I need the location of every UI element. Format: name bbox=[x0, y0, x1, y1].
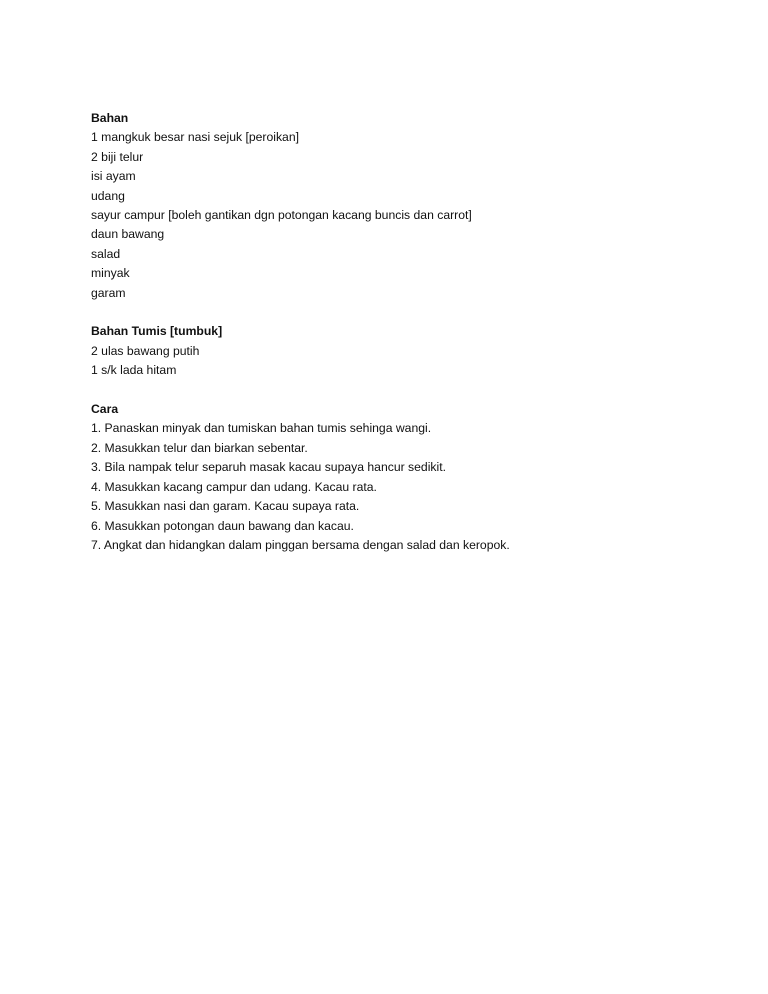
list-item: 2 biji telur bbox=[91, 149, 144, 164]
list-item: salad bbox=[91, 246, 121, 261]
section-heading: Cara bbox=[91, 402, 119, 417]
list-item: 1 mangkuk besar nasi sejuk [peroikan] bbox=[91, 130, 299, 145]
ingredient-list bbox=[91, 342, 731, 381]
step-item: 4. Masukkan kacang campur dan udang. Kacau rata. bbox=[91, 479, 377, 494]
step-item: 6. Masukkan potongan daun bawang dan kacau. bbox=[91, 518, 354, 533]
list-item: 1 s/k lada hitam bbox=[91, 363, 177, 378]
section-bahan-tumis bbox=[91, 322, 731, 380]
list-item: udang bbox=[91, 188, 125, 203]
list-item: 2 ulas bawang putih bbox=[91, 343, 200, 358]
step-item: 1. Panaskan minyak dan tumiskan bahan tumis sehinga wangi. bbox=[91, 421, 432, 436]
list-item: minyak bbox=[91, 266, 130, 281]
step-item: 3. Bila nampak telur separuh masak kacau supaya hancur sedikit. bbox=[91, 460, 446, 475]
steps-list bbox=[91, 419, 731, 555]
list-item: sayur campur [boleh gantikan dgn potongan kacang buncis dan carrot] bbox=[91, 208, 472, 223]
section-heading: Bahan Tumis [tumbuk] bbox=[91, 324, 223, 339]
list-item: garam bbox=[91, 285, 126, 300]
list-item: isi ayam bbox=[91, 169, 136, 184]
step-item: 5. Masukkan nasi dan garam. Kacau supaya rata. bbox=[91, 499, 360, 514]
document-page bbox=[91, 109, 731, 555]
list-item: daun bawang bbox=[91, 227, 165, 242]
section-heading: Bahan bbox=[91, 111, 129, 125]
step-item: 2. Masukkan telur dan biarkan sebentar. bbox=[91, 440, 308, 455]
step-item: 7. Angkat dan hidangkan dalam pinggan bersama dengan salad dan keropok. bbox=[91, 537, 510, 552]
ingredient-list bbox=[91, 128, 731, 303]
section-cara bbox=[91, 400, 731, 555]
section-bahan bbox=[91, 109, 731, 303]
